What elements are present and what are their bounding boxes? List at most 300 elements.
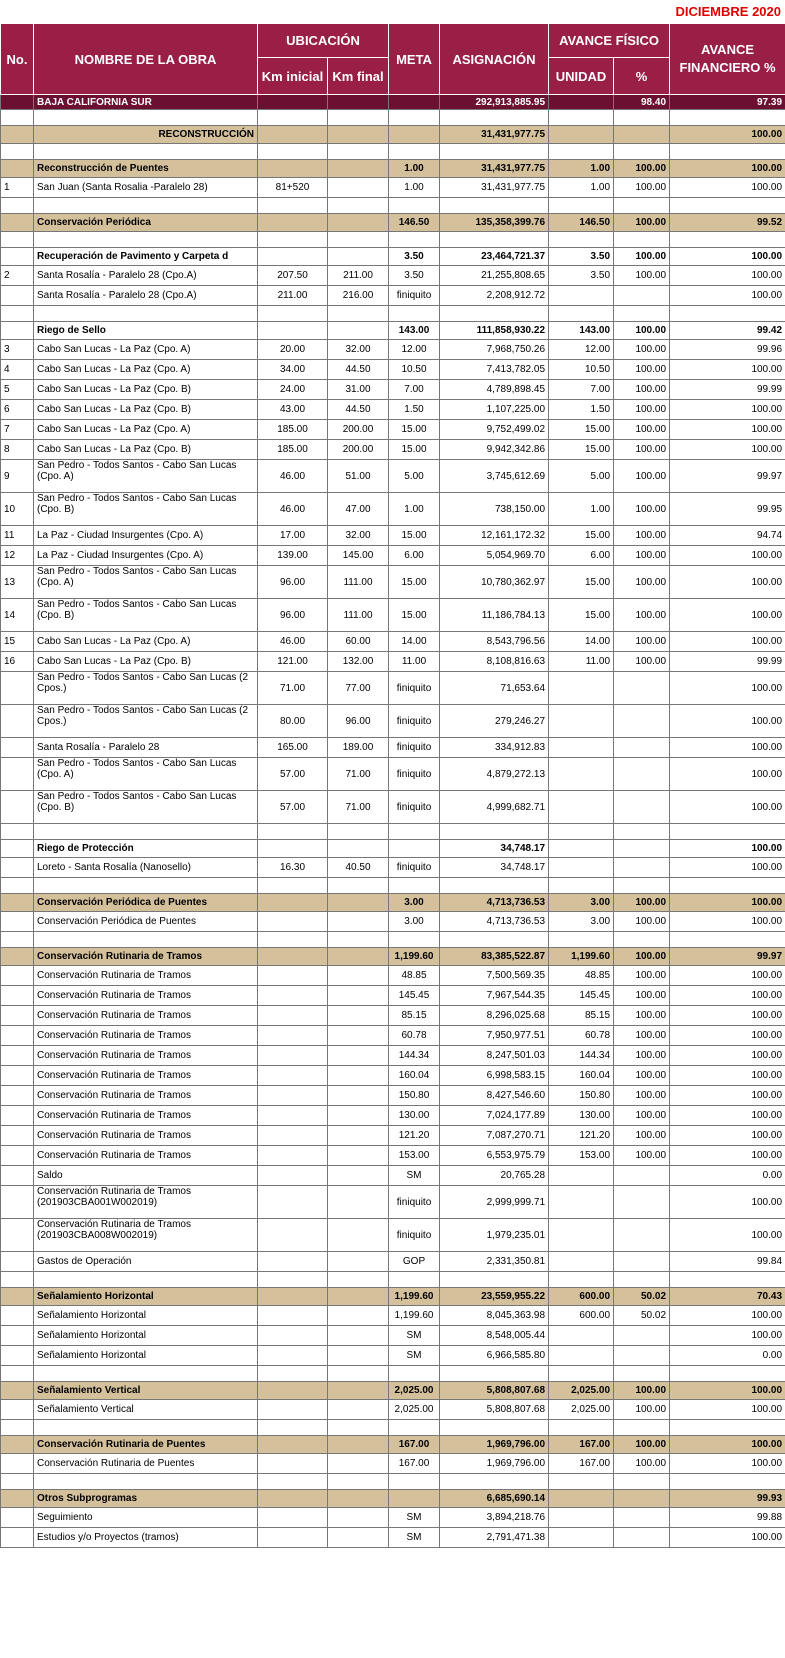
cell-no [1, 1086, 34, 1106]
cell-avance-financiero: 70.43 [670, 1288, 785, 1306]
table-row [1, 566, 785, 599]
cell-porcentaje: 100.00 [614, 440, 670, 460]
cell-nombre [34, 110, 258, 126]
cell-unidad: 160.04 [549, 1066, 614, 1086]
cell-asignacion: 2,331,350.81 [440, 1252, 549, 1272]
cell-porcentaje: 100.00 [614, 178, 670, 198]
cell-nombre: Señalamiento Horizontal [34, 1346, 258, 1366]
cell-unidad: 130.00 [549, 1106, 614, 1126]
cell-no: 10 [1, 493, 34, 526]
cell-nombre: Cabo San Lucas - La Paz (Cpo. A) [34, 360, 258, 380]
cell-porcentaje [614, 878, 670, 894]
cell-avance-financiero: 100.00 [670, 894, 785, 912]
cell-asignacion: 7,968,750.26 [440, 340, 549, 360]
cell-no [1, 948, 34, 966]
cell-meta: 143.00 [389, 322, 440, 340]
cell-nombre: Conservación Rutinaria de Tramos [34, 1146, 258, 1166]
cell-km-inicial [258, 840, 328, 858]
cell-km-final: 71.00 [328, 758, 389, 791]
cell-km-inicial: 96.00 [258, 599, 328, 632]
cell-no: 9 [1, 460, 34, 493]
cell-km-final [328, 1490, 389, 1508]
cell-nombre: Señalamiento Horizontal [34, 1306, 258, 1326]
cell-unidad: 15.00 [549, 420, 614, 440]
cell-nombre [34, 144, 258, 160]
cell-avance-financiero: 99.88 [670, 1508, 785, 1528]
cell-avance-financiero: 100.00 [670, 1006, 785, 1026]
cell-no [1, 1186, 34, 1219]
cell-porcentaje: 100.00 [614, 1046, 670, 1066]
cell-porcentaje [614, 144, 670, 160]
cell-porcentaje: 100.00 [614, 460, 670, 493]
cell-meta: 153.00 [389, 1146, 440, 1166]
cell-porcentaje [614, 758, 670, 791]
cell-unidad: 150.80 [549, 1086, 614, 1106]
cell-km-inicial: 207.50 [258, 266, 328, 286]
cell-asignacion: 1,969,796.00 [440, 1436, 549, 1454]
cell-avance-financiero: 100.00 [670, 840, 785, 858]
cell-porcentaje [614, 1252, 670, 1272]
cell-nombre: San Juan (Santa Rosalia -Paralelo 28) [34, 178, 258, 198]
cell-no [1, 95, 34, 110]
cell-asignacion [440, 878, 549, 894]
cell-no: 6 [1, 400, 34, 420]
cell-km-inicial [258, 1490, 328, 1508]
cell-asignacion: 34,748.17 [440, 858, 549, 878]
table-row [1, 1186, 785, 1219]
cell-asignacion: 20,765.28 [440, 1166, 549, 1186]
cell-nombre [34, 1474, 258, 1490]
cell-km-final: 40.50 [328, 858, 389, 878]
cell-nombre: Conservación Rutinaria de Tramos [34, 1046, 258, 1066]
cell-porcentaje [614, 306, 670, 322]
cell-unidad: 48.85 [549, 966, 614, 986]
cell-no [1, 824, 34, 840]
cell-unidad [549, 1219, 614, 1252]
cell-no [1, 1146, 34, 1166]
cell-km-final [328, 248, 389, 266]
cell-asignacion: 8,108,816.63 [440, 652, 549, 672]
table-row [1, 912, 785, 932]
cell-no [1, 705, 34, 738]
cell-avance-financiero: 99.97 [670, 460, 785, 493]
cell-unidad: 60.78 [549, 1026, 614, 1046]
cell-km-final: 77.00 [328, 672, 389, 705]
cell-km-final: 216.00 [328, 286, 389, 306]
cell-unidad: 15.00 [549, 599, 614, 632]
cell-km-final: 200.00 [328, 420, 389, 440]
cell-meta: 150.80 [389, 1086, 440, 1106]
header-nombre: NOMBRE DE LA OBRA [34, 24, 258, 95]
cell-unidad [549, 824, 614, 840]
table-row [1, 599, 785, 632]
cell-meta: 2,025.00 [389, 1400, 440, 1420]
cell-meta: 10.50 [389, 360, 440, 380]
cell-asignacion: 71,653.64 [440, 672, 549, 705]
cell-porcentaje: 100.00 [614, 322, 670, 340]
cell-km-inicial [258, 948, 328, 966]
cell-asignacion: 2,208,912.72 [440, 286, 549, 306]
cell-meta: 1.00 [389, 160, 440, 178]
cell-asignacion: 8,543,796.56 [440, 632, 549, 652]
cell-meta: 15.00 [389, 599, 440, 632]
cell-unidad: 1.50 [549, 400, 614, 420]
cell-meta: 3.50 [389, 266, 440, 286]
cell-porcentaje: 100.00 [614, 1126, 670, 1146]
cell-nombre: Loreto - Santa Rosalía (Nanosello) [34, 858, 258, 878]
cell-unidad: 1,199.60 [549, 948, 614, 966]
table-row [1, 460, 785, 493]
cell-unidad [549, 306, 614, 322]
cell-asignacion: 738,150.00 [440, 493, 549, 526]
cell-meta: 167.00 [389, 1436, 440, 1454]
cell-no: 16 [1, 652, 34, 672]
cell-porcentaje: 100.00 [614, 1066, 670, 1086]
cell-no [1, 286, 34, 306]
cell-km-inicial: 46.00 [258, 493, 328, 526]
cell-km-final [328, 1436, 389, 1454]
cell-unidad [549, 1366, 614, 1382]
cell-km-final: 211.00 [328, 266, 389, 286]
cell-asignacion [440, 932, 549, 948]
cell-km-inicial [258, 894, 328, 912]
table-row [1, 632, 785, 652]
cell-km-inicial: 43.00 [258, 400, 328, 420]
cell-km-final [328, 1474, 389, 1490]
table-row [1, 340, 785, 360]
cell-no [1, 840, 34, 858]
table-row [1, 1006, 785, 1026]
cell-km-inicial [258, 1066, 328, 1086]
cell-asignacion: 6,966,585.80 [440, 1346, 549, 1366]
cell-km-final: 111.00 [328, 599, 389, 632]
cell-porcentaje: 100.00 [614, 214, 670, 232]
cell-no [1, 144, 34, 160]
cell-km-final: 31.00 [328, 380, 389, 400]
cell-nombre: Conservación Rutinaria de Tramos [34, 1106, 258, 1126]
table-row [1, 1086, 785, 1106]
cell-nombre: Cabo San Lucas - La Paz (Cpo. A) [34, 420, 258, 440]
cell-nombre: Conservación Rutinaria de Tramos [34, 1026, 258, 1046]
cell-unidad: 85.15 [549, 1006, 614, 1026]
cell-unidad [549, 1490, 614, 1508]
cell-unidad: 153.00 [549, 1146, 614, 1166]
cell-no: 5 [1, 380, 34, 400]
cell-km-inicial [258, 160, 328, 178]
cell-km-inicial [258, 1026, 328, 1046]
cell-km-final [328, 1420, 389, 1436]
cell-nombre [34, 232, 258, 248]
cell-nombre: Conservación Rutinaria de Tramos (201903CBA008W002019) [34, 1219, 258, 1252]
cell-no [1, 126, 34, 144]
cell-asignacion: 5,808,807.68 [440, 1400, 549, 1420]
cell-meta: 7.00 [389, 380, 440, 400]
cell-unidad [549, 232, 614, 248]
cell-km-inicial [258, 1474, 328, 1490]
cell-km-inicial [258, 1166, 328, 1186]
cell-asignacion: 8,296,025.68 [440, 1006, 549, 1026]
cell-km-inicial: 80.00 [258, 705, 328, 738]
cell-porcentaje: 100.00 [614, 1382, 670, 1400]
cell-unidad [549, 840, 614, 858]
cell-avance-financiero [670, 824, 785, 840]
cell-km-final: 145.00 [328, 546, 389, 566]
cell-km-inicial [258, 1086, 328, 1106]
cell-km-inicial [258, 878, 328, 894]
cell-km-final: 32.00 [328, 526, 389, 546]
cell-no [1, 1106, 34, 1126]
cell-avance-financiero: 100.00 [670, 126, 785, 144]
cell-asignacion [440, 1272, 549, 1288]
cell-meta [389, 1420, 440, 1436]
cell-km-final [328, 232, 389, 248]
cell-meta [389, 306, 440, 322]
cell-meta: 1.50 [389, 400, 440, 420]
spacer-row [1, 1366, 785, 1382]
cell-avance-financiero: 100.00 [670, 912, 785, 932]
cell-nombre: Santa Rosalía - Paralelo 28 (Cpo.A) [34, 286, 258, 306]
cell-unidad [549, 198, 614, 214]
cell-meta: 11.00 [389, 652, 440, 672]
cell-porcentaje [614, 1219, 670, 1252]
cell-no [1, 878, 34, 894]
cell-km-inicial: 57.00 [258, 758, 328, 791]
cell-unidad [549, 1252, 614, 1272]
cell-km-final: 96.00 [328, 705, 389, 738]
cell-nombre: San Pedro - Todos Santos - Cabo San Lucas (Cpo. A) [34, 460, 258, 493]
cell-meta: 144.34 [389, 1046, 440, 1066]
cell-km-final [328, 1066, 389, 1086]
cell-porcentaje [614, 1490, 670, 1508]
cell-asignacion: 11,186,784.13 [440, 599, 549, 632]
cell-asignacion: 4,789,898.45 [440, 380, 549, 400]
cell-km-inicial: 20.00 [258, 340, 328, 360]
cell-nombre: San Pedro - Todos Santos - Cabo San Lucas (Cpo. A) [34, 566, 258, 599]
cell-asignacion [440, 198, 549, 214]
cell-porcentaje: 100.00 [614, 400, 670, 420]
table-row [1, 738, 785, 758]
cell-unidad: 143.00 [549, 322, 614, 340]
cell-avance-financiero: 99.42 [670, 322, 785, 340]
cell-porcentaje [614, 672, 670, 705]
cell-meta: finiquito [389, 705, 440, 738]
cell-no: 2 [1, 266, 34, 286]
cell-porcentaje [614, 840, 670, 858]
cell-no [1, 1366, 34, 1382]
cell-nombre: Conservación Rutinaria de Tramos [34, 948, 258, 966]
cell-meta: 1,199.60 [389, 1288, 440, 1306]
cell-km-inicial: 139.00 [258, 546, 328, 566]
cell-km-inicial [258, 1382, 328, 1400]
cell-porcentaje [614, 705, 670, 738]
table-row [1, 1219, 785, 1252]
report-date-bar [0, 0, 785, 23]
cell-asignacion: 4,713,736.53 [440, 894, 549, 912]
cell-km-inicial [258, 1454, 328, 1474]
cell-avance-financiero: 100.00 [670, 360, 785, 380]
cell-asignacion: 7,024,177.89 [440, 1106, 549, 1126]
cell-nombre: Señalamiento Horizontal [34, 1326, 258, 1346]
cell-km-inicial: 185.00 [258, 420, 328, 440]
cell-km-final [328, 1382, 389, 1400]
header-avance-fisico: AVANCE FÍSICO [549, 24, 670, 58]
cell-meta [389, 1272, 440, 1288]
cell-nombre [34, 1420, 258, 1436]
cell-no [1, 1400, 34, 1420]
cell-asignacion: 23,559,955.22 [440, 1288, 549, 1306]
cell-km-final [328, 1366, 389, 1382]
section-row [1, 894, 785, 912]
cell-asignacion [440, 1474, 549, 1490]
cell-no: 15 [1, 632, 34, 652]
cell-no: 3 [1, 340, 34, 360]
cell-avance-financiero: 100.00 [670, 266, 785, 286]
cell-porcentaje [614, 1528, 670, 1548]
cell-asignacion: 6,553,975.79 [440, 1146, 549, 1166]
cell-avance-financiero: 100.00 [670, 1046, 785, 1066]
cell-meta: finiquito [389, 672, 440, 705]
cell-no [1, 198, 34, 214]
cell-porcentaje: 100.00 [614, 1006, 670, 1026]
cell-porcentaje: 50.02 [614, 1306, 670, 1326]
table-row [1, 758, 785, 791]
cell-no [1, 214, 34, 232]
cell-avance-financiero: 100.00 [670, 1400, 785, 1420]
cell-meta: 3.00 [389, 894, 440, 912]
cell-no [1, 738, 34, 758]
cell-asignacion: 5,808,807.68 [440, 1382, 549, 1400]
cell-asignacion [440, 144, 549, 160]
cell-porcentaje: 100.00 [614, 526, 670, 546]
cell-nombre: Cabo San Lucas - La Paz (Cpo. A) [34, 340, 258, 360]
cell-porcentaje [614, 110, 670, 126]
cell-unidad: 121.20 [549, 1126, 614, 1146]
cell-unidad: 3.00 [549, 894, 614, 912]
cell-avance-financiero: 100.00 [670, 1066, 785, 1086]
cell-avance-financiero: 99.96 [670, 340, 785, 360]
cell-nombre: Conservación Periódica de Puentes [34, 912, 258, 932]
subsection-row [1, 322, 785, 340]
cell-meta: 5.00 [389, 460, 440, 493]
cell-no: 8 [1, 440, 34, 460]
table-row [1, 1166, 785, 1186]
cell-km-inicial [258, 232, 328, 248]
cell-avance-financiero: 100.00 [670, 248, 785, 266]
cell-avance-financiero: 100.00 [670, 160, 785, 178]
cell-unidad: 11.00 [549, 652, 614, 672]
cell-meta: 85.15 [389, 1006, 440, 1026]
cell-km-final [328, 322, 389, 340]
table-row [1, 266, 785, 286]
cell-avance-financiero: 100.00 [670, 1382, 785, 1400]
cell-unidad: 144.34 [549, 1046, 614, 1066]
cell-unidad: 145.45 [549, 986, 614, 1006]
cell-km-inicial [258, 986, 328, 1006]
cell-unidad: 15.00 [549, 526, 614, 546]
cell-asignacion: 4,999,682.71 [440, 791, 549, 824]
cell-meta: 121.20 [389, 1126, 440, 1146]
cell-no [1, 858, 34, 878]
cell-no [1, 248, 34, 266]
cell-nombre: Riego de Sello [34, 322, 258, 340]
cell-porcentaje [614, 1474, 670, 1490]
cell-km-final [328, 966, 389, 986]
cell-no [1, 1306, 34, 1326]
cell-asignacion: 1,969,796.00 [440, 1454, 549, 1474]
cell-no [1, 932, 34, 948]
cell-porcentaje [614, 791, 670, 824]
spacer-row [1, 306, 785, 322]
cell-km-final [328, 986, 389, 1006]
cell-nombre: Conservación Rutinaria de Tramos [34, 1066, 258, 1086]
cell-km-inicial [258, 126, 328, 144]
cell-no: 14 [1, 599, 34, 632]
cell-meta: 130.00 [389, 1106, 440, 1126]
cell-meta [389, 1366, 440, 1382]
cell-no [1, 966, 34, 986]
cell-meta: SM [389, 1166, 440, 1186]
cell-no: 1 [1, 178, 34, 198]
cell-no [1, 1490, 34, 1508]
cell-km-final: 111.00 [328, 566, 389, 599]
cell-no [1, 306, 34, 322]
cell-km-inicial [258, 1006, 328, 1026]
cell-km-inicial [258, 1219, 328, 1252]
cell-avance-financiero: 99.84 [670, 1252, 785, 1272]
cell-porcentaje: 100.00 [614, 599, 670, 632]
cell-nombre [34, 878, 258, 894]
cell-asignacion [440, 1420, 549, 1436]
cell-asignacion: 111,858,930.22 [440, 322, 549, 340]
cell-unidad: 600.00 [549, 1306, 614, 1326]
cell-porcentaje [614, 1186, 670, 1219]
table-row [1, 1346, 785, 1366]
cell-km-final [328, 126, 389, 144]
cell-km-inicial: 46.00 [258, 632, 328, 652]
cell-meta [389, 932, 440, 948]
cell-km-inicial [258, 1508, 328, 1528]
cell-meta: 167.00 [389, 1454, 440, 1474]
cell-porcentaje [614, 932, 670, 948]
spacer-row [1, 1272, 785, 1288]
table-row [1, 652, 785, 672]
cell-porcentaje [614, 824, 670, 840]
cell-unidad: 1.00 [549, 178, 614, 198]
cell-km-final: 189.00 [328, 738, 389, 758]
table-row [1, 286, 785, 306]
cell-meta [389, 110, 440, 126]
table-row [1, 1146, 785, 1166]
cell-porcentaje: 100.00 [614, 566, 670, 599]
cell-meta [389, 95, 440, 110]
cell-km-inicial [258, 1326, 328, 1346]
cell-unidad [549, 95, 614, 110]
cell-meta: SM [389, 1346, 440, 1366]
cell-unidad [549, 858, 614, 878]
cell-asignacion: 1,979,235.01 [440, 1219, 549, 1252]
cell-no: 4 [1, 360, 34, 380]
cell-unidad [549, 1420, 614, 1436]
cell-meta: 3.50 [389, 248, 440, 266]
cell-asignacion: 31,431,977.75 [440, 178, 549, 198]
cell-asignacion: 1,107,225.00 [440, 400, 549, 420]
cell-asignacion: 292,913,885.95 [440, 95, 549, 110]
cell-nombre: Señalamiento Horizontal [34, 1288, 258, 1306]
cell-km-final [328, 1528, 389, 1548]
cell-asignacion: 7,413,782.05 [440, 360, 549, 380]
cell-unidad: 3.50 [549, 266, 614, 286]
cell-nombre: Santa Rosalía - Paralelo 28 (Cpo.A) [34, 266, 258, 286]
